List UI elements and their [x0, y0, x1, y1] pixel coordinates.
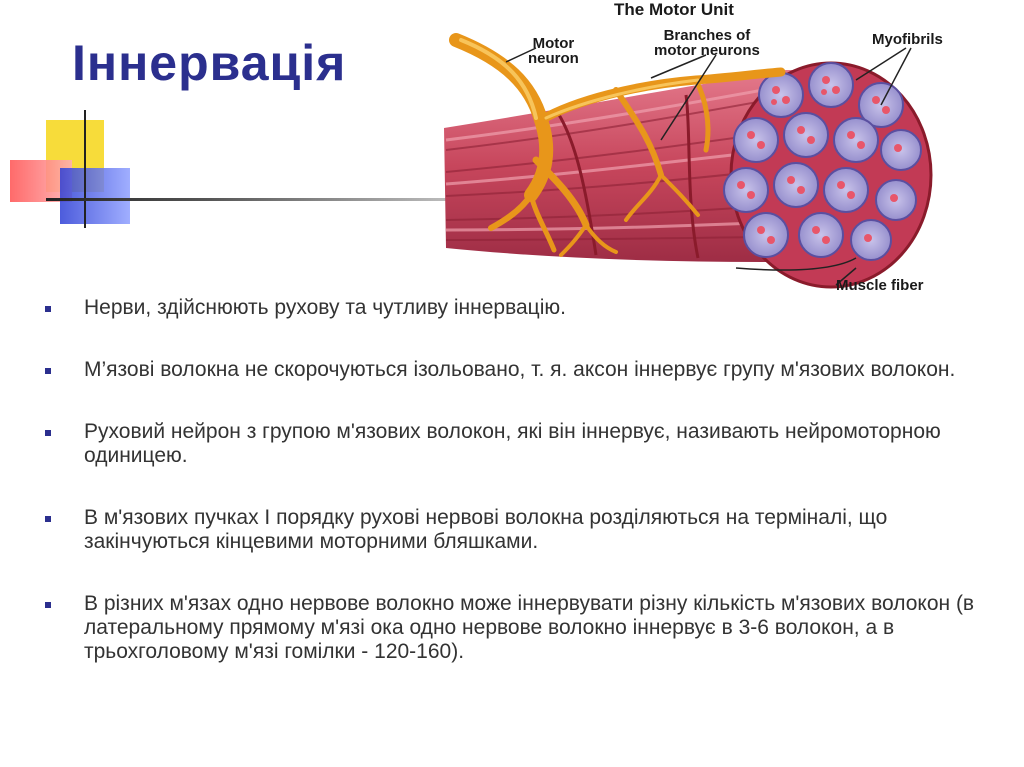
- bullet-marker: [45, 368, 51, 374]
- bullet-marker: [45, 430, 51, 436]
- label-branches: Branches of motor neurons: [654, 27, 760, 59]
- motor-unit-illustration: [436, 0, 1024, 300]
- bullet-text: Руховий нейрон з групою м'язових волокон, які він іннервує, називають нейромоторною одиницею.: [84, 420, 941, 467]
- bullet-list: [44, 296, 1004, 664]
- label-motor-neuron: Motor neuron: [528, 35, 579, 67]
- list-item: [44, 358, 1004, 382]
- list-item: [44, 506, 1004, 554]
- slide-title: Іннервація: [72, 35, 347, 91]
- bullet-text: В різних м'язах одно нервове волокно може іннервувати різну кількість м'язових волокон (в латеральному прямому м'язі ока одно нервове волокно іннервує в 3-6 волокон, а в трьохголовому м'язі гомілки - 120-160).: [84, 592, 975, 663]
- figure-title: The Motor Unit: [614, 0, 734, 19]
- decor-vertical-line: [84, 110, 86, 228]
- list-item: [44, 420, 1004, 468]
- bullet-text: Нерви, здійснюють рухову та чутливу іннервацію.: [84, 296, 566, 319]
- bullet-marker: [45, 516, 51, 522]
- bullet-text: М’язові волокна не скорочуються ізольовано, т. я. аксон іннервує групу м'язових волокон.: [84, 358, 956, 381]
- decor-horizontal-line: [46, 198, 446, 201]
- decor-blue-square: [60, 168, 130, 224]
- bullet-text: В м'язових пучках І порядку рухові нервові волокна розділяються на терміналі, що закінчуються кінцевими моторними бляшками.: [84, 506, 888, 553]
- label-myofibrils: Myofibrils: [872, 31, 943, 48]
- label-muscle-fiber: Muscle fiber: [836, 277, 924, 294]
- list-item: [44, 296, 1004, 320]
- bullet-marker: [45, 602, 51, 608]
- list-item: [44, 592, 1004, 664]
- bullet-marker: [45, 306, 51, 312]
